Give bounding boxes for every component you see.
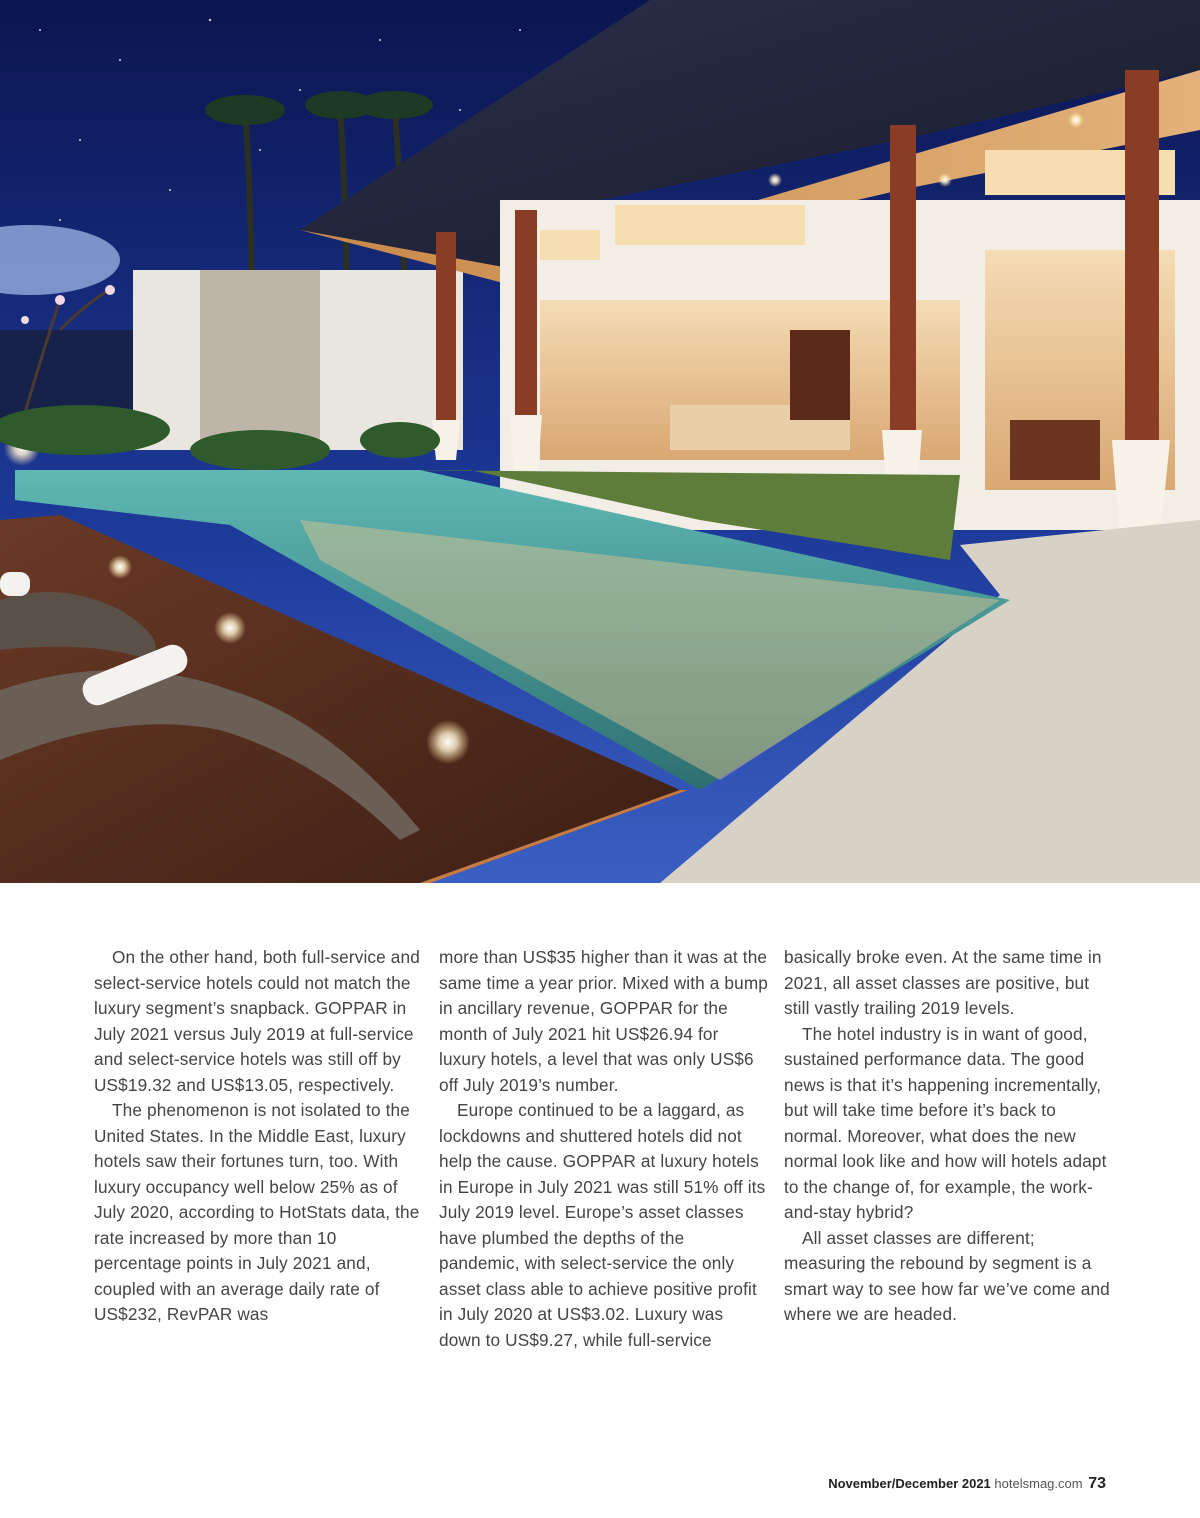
page-number: 73 — [1088, 1475, 1106, 1492]
column-1 — [94, 945, 424, 1328]
paragraph: On the other hand, both full-service and select-service hotels could not match the luxury segment’s snapback. GOPPAR in July 2021 versus July 2019 at full-service and select-service hotels was still off by US$19.32 and US$13.05, respectively. — [94, 947, 420, 1095]
column-2 — [439, 945, 769, 1353]
paragraph: All asset classes are different; measuring the rebound by segment is a smart way to see how far we’ve come and where we are headed. — [784, 1227, 1110, 1324]
page-footer — [828, 1475, 1106, 1493]
issue-date: November/December 2021 — [828, 1476, 991, 1491]
paragraph: Europe continued to be a laggard, as lockdowns and shuttered hotels did not help the cause. GOPPAR at luxury hotels in Europe in July 2021 was still 51% off its July 2019 level. Europe’s asset classes have plumbed the depths of the pandemic, with select-service the only asset class able to achieve positive profit in July 2020 at US$3.02. Luxury was down to US$9.27, while full-service — [439, 1100, 766, 1350]
website: hotelsmag.com — [994, 1476, 1083, 1491]
paragraph: The phenomenon is not isolated to the United States. In the Middle East, luxury hotels saw their fortunes turn, too. With luxury occupancy well below 25% as of July 2020, according to HotStats data, the rate increased by more than 10 percentage points in July 2021 and, coupled with an average daily rate of US$232, RevPAR was — [94, 1100, 420, 1324]
paragraph: basically broke even. At the same time in 2021, all asset classes are positive, but still vastly trailing 2019 levels. — [784, 947, 1102, 1018]
column-3 — [784, 945, 1114, 1328]
paragraph: The hotel industry is in want of good, sustained performance data. The good news is that it’s happening incrementally, but will take time before it’s back to normal. Moreover, what does the new normal look like and how will hotels adapt to the change of, for example, the work-and-stay hybrid? — [784, 1023, 1107, 1222]
paragraph: more than US$35 higher than it was at the same time a year prior. Mixed with a bump in ancillary revenue, GOPPAR for the month of July 2021 hit US$26.94 for luxury hotels, a level that was only US$6 off July 2019’s number. — [439, 947, 769, 1095]
